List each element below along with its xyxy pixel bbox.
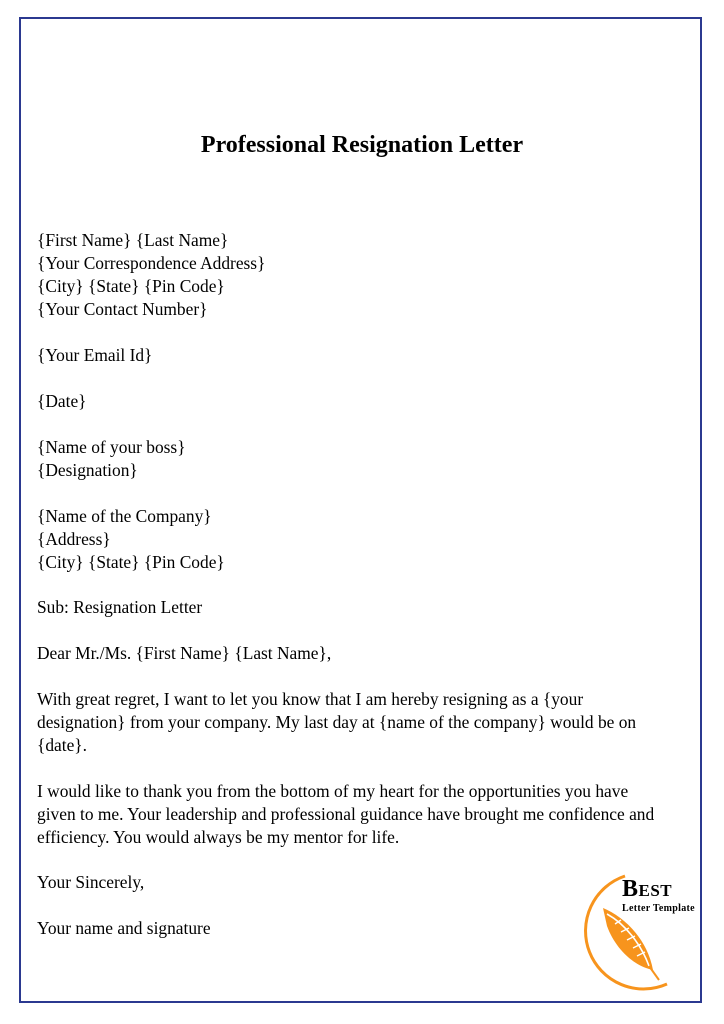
sender-name: {First Name} {Last Name} (37, 230, 229, 250)
paragraph-2-line: efficiency. You would always be my mentor for life. (37, 827, 400, 847)
logo-subtitle: Letter Template (622, 903, 695, 914)
recipient-designation: {Designation} (37, 460, 138, 480)
paragraph-1-line: designation} from your company. My last day at {name of the company} would be on (37, 712, 637, 732)
company-address: {Address} (37, 529, 111, 549)
paragraph-1 (37, 688, 692, 757)
feather-icon (603, 908, 659, 980)
company-city: {City} {State} {Pin Code} (37, 552, 225, 572)
recipient-name: {Name of your boss} (37, 437, 186, 457)
sender-block (37, 229, 692, 321)
signature-line: Your name and signature (37, 918, 211, 938)
company-name: {Name of the Company} (37, 506, 212, 526)
closing: Your Sincerely, (37, 872, 145, 892)
paragraph-2 (37, 780, 692, 849)
paragraph-2-line: given to me. Your leadership and professional guidance have brought me confidence and (37, 804, 655, 824)
paragraph-1-line: {date}. (37, 735, 88, 755)
paragraph-2-line: I would like to thank you from the bottom of my heart for the opportunities you have (37, 781, 629, 801)
sender-contact: {Your Contact Number} (37, 299, 208, 319)
letter-title: Professional Resignation Letter (200, 132, 524, 158)
company-block (37, 505, 692, 574)
letter-date: {Date} (37, 391, 87, 411)
recipient-block (37, 436, 692, 482)
subject-line: Sub: Resignation Letter (37, 597, 203, 617)
salutation: Dear Mr./Ms. {First Name} {Last Name}, (37, 643, 332, 663)
sender-city: {City} {State} {Pin Code} (37, 276, 225, 296)
sender-address: {Your Correspondence Address} (37, 253, 266, 273)
sender-email: {Your Email Id} (37, 345, 153, 365)
paragraph-1-line: With great regret, I want to let you know that I am hereby resigning as a {your (37, 689, 584, 709)
logo-word: BEST (622, 876, 673, 902)
